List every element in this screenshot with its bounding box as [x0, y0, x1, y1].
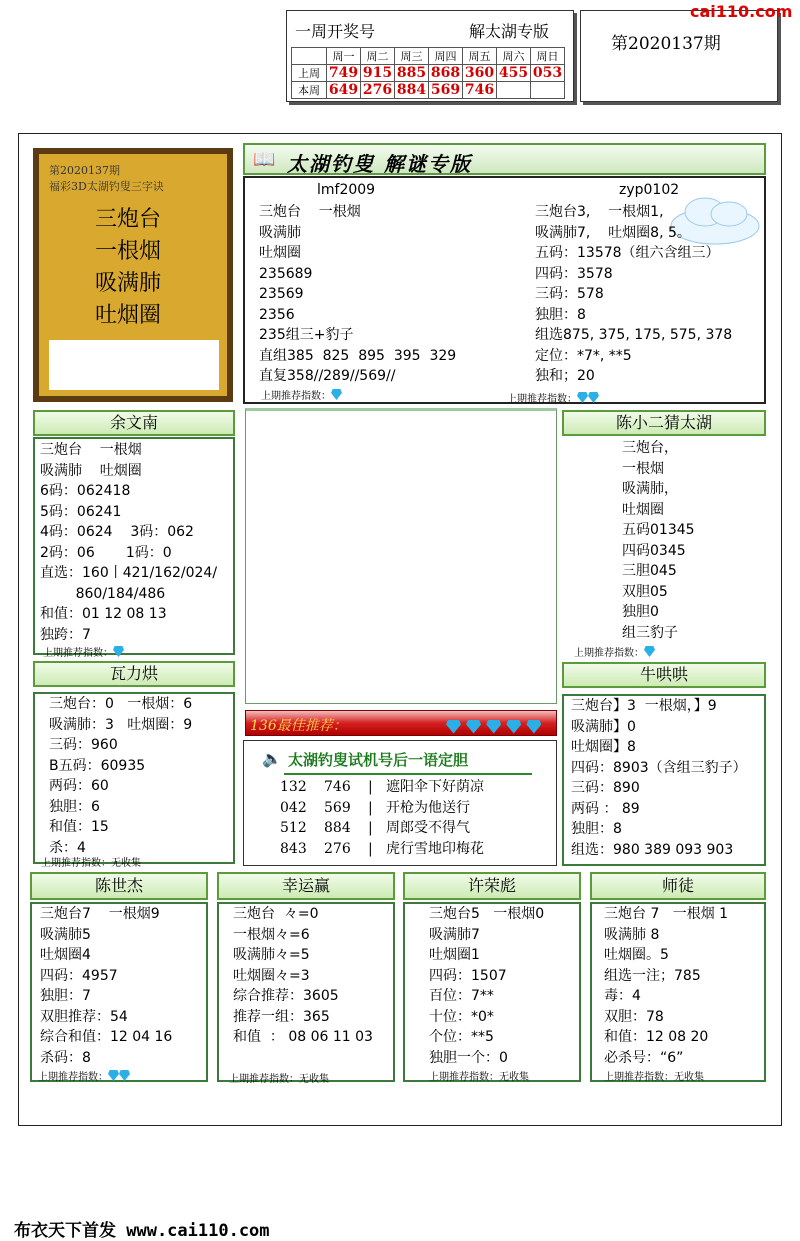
list-item: 直复358//289//569// [259, 368, 396, 384]
trial-draw-number: 569 [324, 799, 351, 816]
trial-phrase: 遮阳伞下好荫凉 [386, 779, 484, 795]
list-item: 组选一注；785 [604, 967, 701, 984]
poem-line: 吸满肺 [95, 271, 162, 296]
list-item: 三胆045 [622, 563, 677, 579]
list-item: 23569 [259, 286, 304, 302]
table-row: 843 276 | 虎行雪地印梅花 [280, 839, 484, 860]
list-item: 4码：0624 3码：062 [40, 524, 194, 540]
diamond-icon [486, 720, 501, 734]
list-item: 一根烟 [622, 460, 664, 477]
list-item: 三炮台：0 一根烟：6 [49, 696, 193, 712]
list-item: 双胆05 [622, 583, 668, 600]
weekly-draw-title: 一周开奖号 [295, 22, 376, 41]
chenshijie-header [30, 872, 208, 900]
xingyunying-hint [229, 1067, 329, 1086]
poem-lines [95, 204, 161, 332]
hint-label: 上期推荐指数： [507, 394, 577, 405]
trial-draw-number: 746 [324, 779, 351, 795]
book-icon: 📖 [253, 149, 276, 170]
list-item: 定位：*7*, **5 [535, 347, 632, 364]
trial-test-number: 042 [280, 799, 307, 816]
hint-label: 上期推荐指数： [43, 648, 113, 659]
draw-number: 749 [327, 65, 361, 82]
list-item: 三炮台5 一根烟0 [429, 906, 545, 922]
list-item: 5码：06241 [40, 503, 122, 520]
table-row [292, 82, 565, 99]
xurongbiao-header [403, 872, 581, 900]
right-prediction-list [535, 202, 732, 387]
trial-test-number: 132 [280, 779, 307, 795]
draw-number: 053 [531, 65, 565, 82]
banner-title: 太湖钓叟 解谜专版 [287, 152, 472, 176]
best-recommend-bar [245, 710, 557, 736]
list-item: 一根烟々=6 [233, 926, 310, 943]
diamond-icon [446, 720, 461, 734]
xingyunying-header [217, 872, 395, 900]
diamond-icon [526, 720, 541, 734]
list-item: 必杀号：“6” [604, 1049, 684, 1066]
list-item: 吸满肺々=5 [233, 947, 310, 963]
list-item: B五码：60935 [49, 757, 146, 774]
diamond-icon [577, 392, 588, 403]
list-item: 独胆：8 [571, 821, 622, 837]
best-label: 136最佳推荐： [250, 718, 347, 734]
list-item: 2356 [259, 306, 295, 323]
best-rating [446, 716, 541, 735]
list-item: 独胆0 [622, 604, 659, 620]
list-item: 6码：062418 [40, 483, 131, 499]
trial-draw-number: 276 [324, 840, 351, 857]
list-item: 毒：4 [604, 988, 641, 1004]
list-item: 两码：60 [49, 778, 109, 794]
list-item: 综合推荐：3605 [233, 988, 339, 1004]
list-item: 吸满肺 吐烟圈 [40, 462, 142, 479]
yuwennan-hint [43, 641, 124, 660]
diamond-icon [466, 720, 481, 734]
list-item: 吸满肺 8 [604, 926, 660, 943]
trial-phrase: 周郎受不得气 [386, 820, 470, 836]
poem-subtitle: 福彩3D太湖钓叟三字诀 [49, 180, 164, 193]
chen-panel [562, 437, 766, 657]
banner [243, 143, 766, 175]
list-item: 四码0345 [622, 542, 686, 559]
list-item: 直组385 825 895 395 329 [259, 347, 457, 364]
list-item: 独胆：7 [40, 988, 91, 1004]
draw-number: 746 [463, 82, 497, 99]
list-item: 四码：1507 [429, 967, 507, 984]
list-item: 四码：4957 [40, 967, 118, 984]
list-item: 三码：578 [535, 286, 604, 302]
hint-label: 上期推荐指数：无收集 [41, 858, 141, 869]
poem-line: 吐烟圈 [95, 303, 162, 328]
list-item: 吸满肺7 [429, 926, 480, 943]
draw-number: 868 [429, 65, 463, 82]
list-item: 组选：980 389 093 903 [571, 841, 734, 858]
list-item: 三炮台， [622, 440, 678, 456]
left-author: lmf2009 [317, 182, 376, 198]
niuhonghong-header [562, 662, 766, 688]
table-row [292, 65, 565, 82]
list-item: 三炮台】3 一根烟，】9 [571, 698, 717, 714]
list-item: 独胆：8 [535, 306, 586, 323]
list-item: 独跨：7 [40, 626, 91, 643]
list-item: 2码：06 1码：0 [40, 544, 172, 561]
hint-label: 上期推荐指数： [261, 391, 331, 402]
trial-draw-number: 884 [324, 820, 351, 836]
trial-test-number: 512 [280, 820, 307, 836]
day-header: 周六 [497, 48, 531, 65]
speaker-icon: 🔈 [262, 749, 282, 768]
list-item: 三炮台 一根烟 [259, 204, 361, 220]
draw-number [531, 82, 565, 99]
table-header-row [292, 48, 565, 65]
panel-title: 牛哄哄 [639, 665, 688, 684]
yuwennan-header [33, 410, 235, 436]
trial-rows [280, 777, 484, 859]
day-header: 周一 [327, 48, 361, 65]
trial-panel [243, 740, 557, 866]
draw-number: 885 [395, 65, 429, 82]
list-item: 独胆：6 [49, 798, 100, 815]
list-item: 吸满肺 [259, 224, 301, 241]
list-item: 杀码：8 [40, 1049, 91, 1066]
list-item: 和值 ： 08 06 11 03 [233, 1029, 373, 1045]
panel-title: 瓦力烘 [109, 664, 158, 683]
issue-number: 第2020137期 [611, 34, 721, 54]
hint-label: 上期推荐指数： [38, 1072, 108, 1083]
list-item: 三码：890 [571, 780, 640, 796]
trial-phrase: 虎行雪地印梅花 [386, 840, 484, 857]
xurongbiao-hint [429, 1065, 529, 1084]
trial-title: 太湖钓叟试机号后一语定胆 [288, 751, 469, 769]
list-item: 吐烟圈々=3 [233, 967, 310, 984]
list-item: 吸满肺5 [40, 926, 91, 943]
draw-number [497, 82, 531, 99]
list-item: 推荐一组：365 [233, 1008, 330, 1025]
diamond-icon [588, 392, 599, 403]
draw-number: 455 [497, 65, 531, 82]
right-author: zyp0102 [619, 182, 680, 198]
poem-line: 一根烟 [95, 239, 162, 264]
list-item: 吸满肺：3 吐烟圈：9 [49, 716, 193, 733]
hint-label: 上期推荐指数：无收集 [604, 1072, 704, 1083]
draw-number: 276 [361, 82, 395, 99]
list-item: 三炮台7 一根烟9 [40, 906, 160, 922]
draw-number: 649 [327, 82, 361, 99]
list-item: 和值：15 [49, 819, 109, 835]
list-item: 独胆一个：0 [429, 1049, 508, 1066]
table-row: 132 746 | 遮阳伞下好荫凉 [280, 777, 484, 798]
row-label: 本周 [292, 82, 327, 99]
row-label: 上周 [292, 65, 327, 82]
list-item: 235组三+豹子 [259, 327, 354, 343]
table-row: 042 569 | 开枪为他送行 [280, 798, 484, 819]
site-logo [690, 2, 792, 21]
panel-title: 许荣彪 [467, 876, 516, 895]
walihong-hint [41, 851, 141, 870]
day-header: 周日 [531, 48, 565, 65]
list-item: 直选：160丨421/162/024/ [40, 565, 218, 581]
list-item: 双胆推荐：54 [40, 1008, 128, 1025]
shitu-header [590, 872, 766, 900]
list-item: 个位：**5 [429, 1029, 494, 1045]
list-item: 和值：01 12 08 13 [40, 606, 167, 622]
chen-hint [574, 641, 655, 660]
list-item: 吸满肺， [622, 481, 678, 497]
chenshijie-hint [38, 1065, 130, 1084]
edition-title: 解太湖专版 [469, 22, 550, 41]
diamond-icon [644, 646, 655, 657]
list-item: 组选875, 375, 175, 575, 378 [535, 327, 733, 343]
list-item: 两码 ： 89 [571, 800, 640, 817]
main-prediction-panel [243, 176, 766, 404]
xurongbiao-panel [403, 902, 581, 1082]
list-item: 三炮台 々=0 [233, 906, 319, 922]
poem-line: 三炮台 [95, 207, 162, 232]
title-underline [284, 773, 532, 775]
list-item: 独和；20 [535, 368, 595, 384]
list-item: 吸满肺7, 吐烟圈8, 5。 [535, 224, 691, 241]
list-item: 吐烟圈 [259, 245, 301, 261]
panel-title: 余文南 [109, 413, 158, 432]
xingyunying-panel [217, 902, 395, 1085]
day-header: 周二 [361, 48, 395, 65]
list-item: 860/184/486 [40, 585, 166, 602]
list-item: 吐烟圈。5 [604, 947, 669, 963]
day-header: 周四 [429, 48, 463, 65]
chen-header [562, 410, 766, 436]
left-prediction-list [259, 202, 456, 387]
trial-phrase: 开枪为他送行 [386, 799, 470, 816]
poem-issue: 第2020137期 [49, 164, 120, 177]
shitu-hint [604, 1065, 704, 1084]
list-item: 四码：3578 [535, 265, 613, 282]
panel-title: 师徒 [661, 876, 694, 895]
panel-title: 陈世杰 [94, 876, 143, 895]
chenshijie-panel [30, 902, 208, 1082]
weekly-draw-box [286, 10, 574, 102]
hint-label: 上期推荐指数： [574, 648, 644, 659]
draw-number: 569 [429, 82, 463, 99]
left-hint [261, 384, 342, 403]
footer-credit [14, 1216, 270, 1241]
table-row: 512 884 | 周郎受不得气 [280, 818, 484, 839]
list-item: 四码：8903（含组三豹子） [571, 759, 747, 776]
list-item: 和值：12 08 20 [604, 1029, 709, 1045]
shitu-panel [590, 902, 766, 1082]
list-item: 双胆：78 [604, 1008, 664, 1025]
day-header: 周五 [463, 48, 497, 65]
list-item: 吸满肺】0 [571, 718, 636, 735]
diamond-icon [119, 1070, 130, 1081]
draw-number: 915 [361, 65, 395, 82]
issue-box [580, 10, 778, 102]
draw-number: 360 [463, 65, 497, 82]
right-hint [507, 387, 599, 406]
list-item: 百位：7** [429, 988, 494, 1004]
list-item: 三炮台 7 一根烟 1 [604, 906, 729, 922]
list-item: 十位：*0* [429, 1008, 494, 1025]
list-item: 组三豹子 [622, 624, 678, 641]
list-item: 三炮台 一根烟 [40, 442, 142, 458]
list-item: 235689 [259, 265, 313, 282]
trial-test-number: 843 [280, 840, 307, 857]
diamond-icon [108, 1070, 119, 1081]
list-item: 综合和值：12 04 16 [40, 1029, 173, 1045]
list-item: 吐烟圈1 [429, 947, 480, 963]
logo-text: cai110.com [690, 2, 793, 21]
list-item: 杀：4 [49, 839, 86, 856]
list-item: 五码01345 [622, 522, 695, 538]
diamond-icon [331, 389, 342, 400]
list-item: 吐烟圈4 [40, 947, 91, 963]
draw-table [291, 47, 565, 99]
walihong-header [33, 661, 235, 687]
list-item: 三炮台3, 一根烟1, [535, 204, 664, 220]
niuhonghong-panel [562, 694, 766, 866]
center-blank-panel [245, 408, 557, 704]
list-item: 三码：960 [49, 737, 118, 753]
panel-title: 幸运赢 [281, 876, 330, 895]
diamond-icon [113, 646, 124, 657]
diamond-icon [506, 720, 521, 734]
poem-card-inner [39, 154, 227, 396]
panel-title: 陈小二猜太湖 [615, 413, 712, 432]
yuwennan-panel [33, 437, 235, 659]
walihong-panel [33, 692, 235, 869]
poem-card [33, 148, 233, 402]
hint-label: 上期推荐指数：无收集 [429, 1072, 529, 1083]
list-item: 五码：13578（组六含组三） [535, 245, 720, 261]
poem-blank [49, 340, 219, 390]
list-item: 吐烟圈 [622, 501, 664, 518]
day-header: 周三 [395, 48, 429, 65]
hint-label: 上期推荐指数：无收集 [229, 1074, 329, 1085]
list-item: 吐烟圈】8 [571, 739, 636, 755]
footer-text: 布衣天下首发 www.cai110.com [14, 1221, 270, 1241]
draw-number: 884 [395, 82, 429, 99]
